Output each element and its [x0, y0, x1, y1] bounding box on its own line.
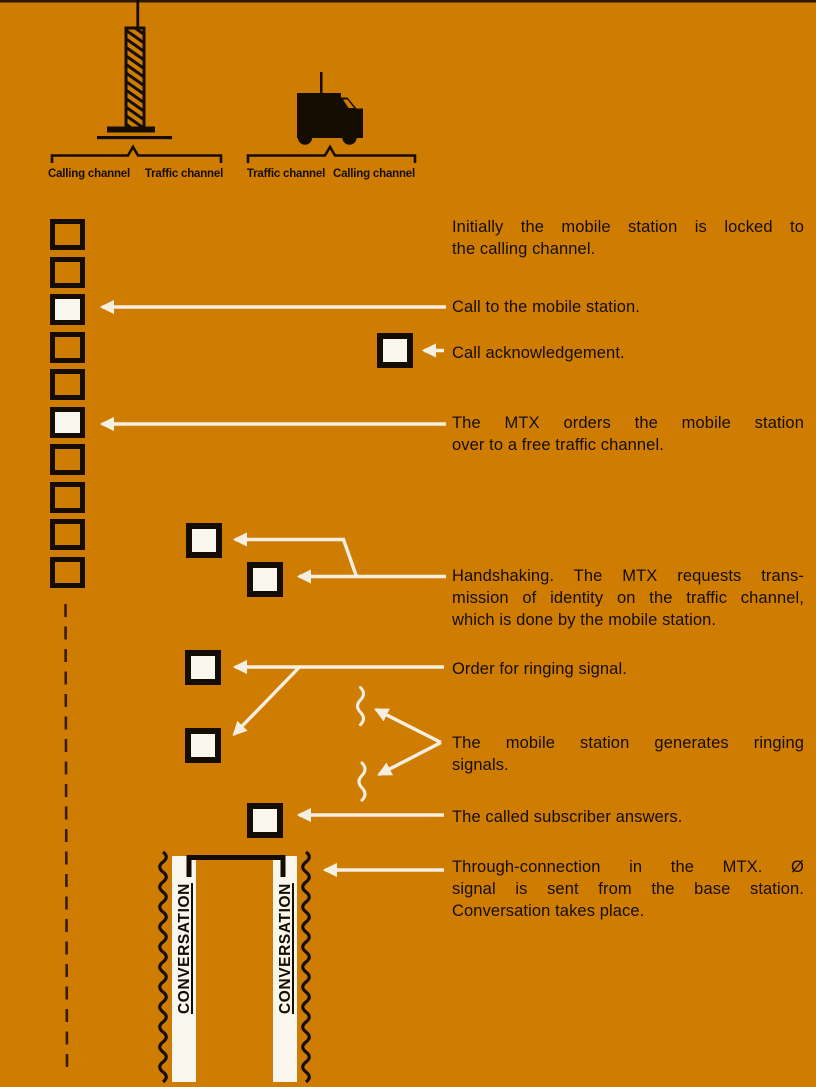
calling-channel-slot — [50, 219, 85, 250]
step-text-line: Initially the mobile station is locked to — [452, 218, 804, 236]
step-text-line: over to a free traffic channel. — [452, 436, 664, 454]
calling-channel-slot — [50, 444, 85, 475]
conversation-label: CONVERSATION — [176, 883, 193, 1014]
arrow-ring-order-branch — [234, 668, 299, 735]
ack-message-square — [377, 333, 413, 368]
answer-message-square — [247, 803, 283, 838]
label-mobile-calling-channel: Calling channel — [333, 168, 415, 180]
step-text-ring-gen — [452, 732, 804, 776]
calling-channel-slot — [50, 369, 85, 400]
step-text-line: Call acknowledgement. — [452, 344, 625, 362]
calling-channel-slot — [50, 257, 85, 288]
step-text-line: Through-connection in the MTX. Ø — [452, 858, 804, 876]
ring-order-message-square — [185, 650, 221, 685]
ringing-signal-squiggle-2 — [359, 763, 365, 800]
zigzag-line-right — [303, 852, 310, 1082]
label-base-calling-channel: Calling channel — [48, 168, 130, 180]
step-text-line: which is done by the mobile station. — [452, 611, 717, 629]
step-text-call — [452, 296, 804, 318]
calling-channel-message-square — [50, 294, 85, 325]
step-text-ring-order — [452, 658, 804, 680]
calling-channel-message-square — [50, 407, 85, 438]
step-text-line: Handshaking. The MTX requests trans- — [452, 567, 804, 585]
step-text-mtx-order — [452, 412, 804, 456]
step-text-line: The MTX orders the mobile station — [452, 414, 804, 432]
dashed-timeline — [66, 604, 68, 1072]
step-text-line: mission of identity on the traffic channel, — [452, 589, 804, 607]
calling-channel-slot — [50, 557, 85, 588]
step-text-line: the calling channel. — [452, 240, 596, 258]
arrow-ringing-lower — [379, 743, 441, 775]
zigzag-line-left — [160, 852, 167, 1082]
conversation-label: CONVERSATION — [277, 883, 294, 1014]
handshake-message-square-2 — [247, 562, 283, 597]
ring-generate-message-square — [185, 728, 221, 763]
page-top-edge-line — [0, 0, 816, 3]
label-mobile-traffic-channel: Traffic channel — [246, 168, 326, 180]
step-text-line: Call to the mobile station. — [452, 298, 640, 316]
calling-channel-slot — [50, 332, 85, 363]
step-text-handshake — [452, 565, 804, 631]
truck-icon — [297, 72, 363, 145]
step-text-locked — [452, 216, 804, 260]
arrow-ringing-upper — [376, 710, 441, 743]
step-text-line: Order for ringing signal. — [452, 660, 627, 678]
label-base-traffic-channel: Traffic channel — [144, 168, 224, 180]
step-text-line: The called subscriber answers. — [452, 808, 683, 826]
ringing-signal-squiggle-1 — [358, 688, 364, 725]
step-text-ack — [452, 342, 804, 364]
step-text-through-connection — [452, 856, 804, 922]
mobile-station-channels-brace — [248, 147, 415, 163]
step-text-answer — [452, 806, 804, 828]
calling-channel-slot — [50, 519, 85, 550]
radio-tower-icon — [97, 0, 172, 139]
step-text-line: The mobile station generates ringing — [452, 734, 804, 752]
step-text-line: signal is sent from the base station. — [452, 880, 804, 898]
step-text-line: signals. — [452, 756, 509, 774]
conversation-bar-mobile-station — [273, 856, 297, 1082]
base-station-channels-brace — [52, 147, 221, 163]
conversation-bar-base-station — [172, 856, 196, 1082]
conversation-bracket — [189, 858, 283, 878]
step-text-line: Conversation takes place. — [452, 902, 645, 920]
calling-channel-slot — [50, 482, 85, 513]
handshake-message-square-1 — [186, 523, 222, 558]
